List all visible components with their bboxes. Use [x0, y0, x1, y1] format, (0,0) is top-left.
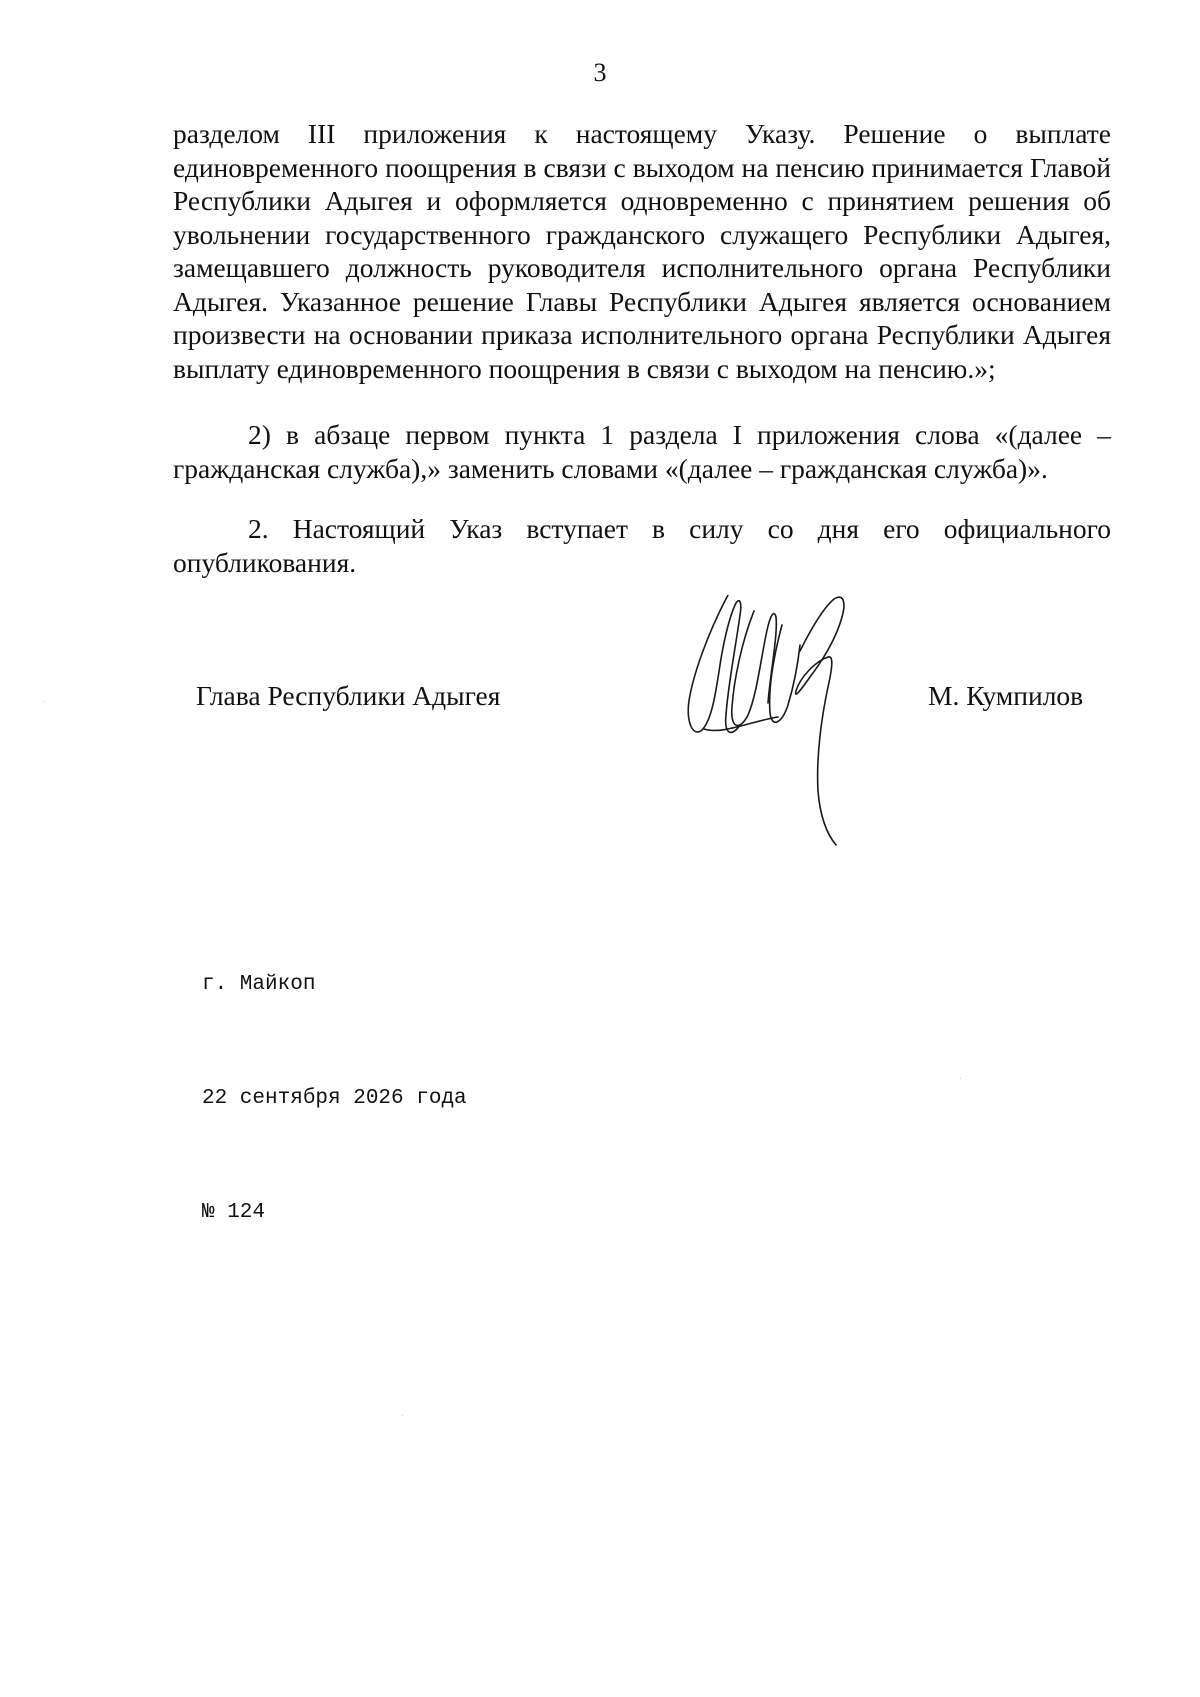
handwritten-signature — [682, 595, 872, 855]
city-line: г. Майкоп — [202, 973, 316, 996]
point-2-paragraph: 2. Настоящий Указ вступает в силу со дня его официального опубликования. — [173, 513, 1111, 578]
scan-speck — [402, 1415, 403, 1416]
continued-paragraph: разделом III приложения к настоящему Указу. Решение о выплате единовременного поощрения в связи с выходом на пенсию принимается Главой Республики Адыгея и оформляется одновременно с принятием решения об увольнении государственного гражданского служащего Республики Адыгея, замещавшего должность руководителя исполнительного органа Республики Адыгея. Указанное решение Главы Республики Адыгея является основанием произвести на основании приказа исполнительного органа Республики Адыгея выплату единовременного поощрения в связи с выходом на пенсию.»; — [173, 118, 1111, 384]
scan-speck — [960, 1078, 961, 1079]
decree-number-line: № 124 — [202, 1201, 266, 1224]
date-line: 22 сентября 2026 года — [202, 1087, 467, 1110]
signatory-title: Глава Республики Адыгея — [196, 680, 501, 711]
place-date-block — [202, 890, 467, 1308]
item-2-paragraph: 2) в абзаце первом пункта 1 раздела I приложения слова «(далее – гражданская служба),» заменить словами «(далее – гражданская служба)». — [173, 419, 1111, 484]
page-number: 3 — [593, 58, 607, 87]
scan-speck — [43, 701, 44, 702]
signatory-name: М. Кумпилов — [928, 680, 1084, 711]
